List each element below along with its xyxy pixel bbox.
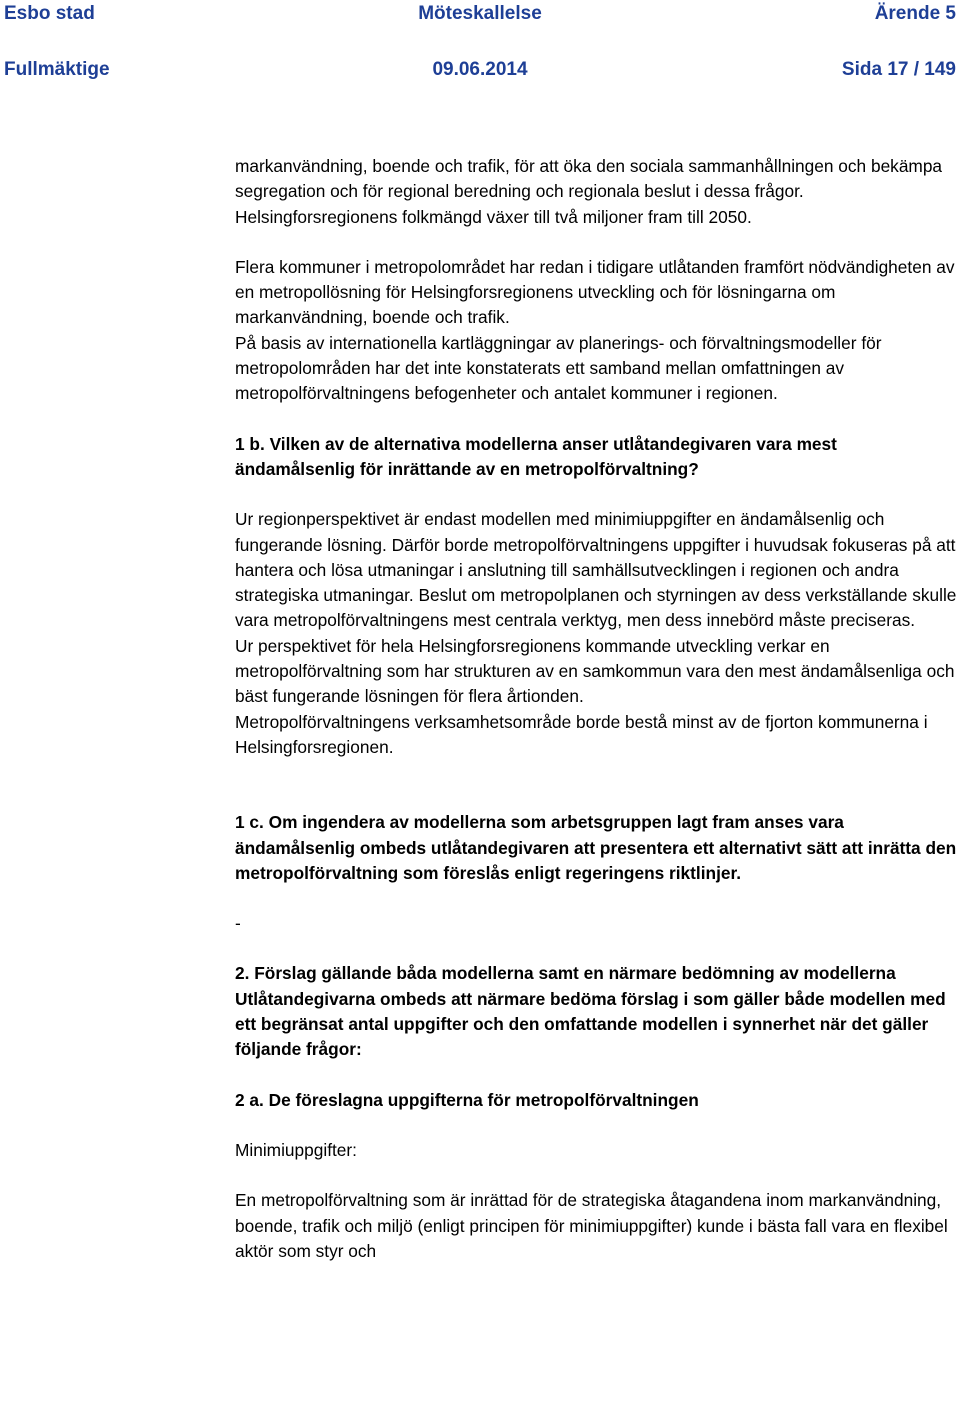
- section-2-title: 2. Förslag gällande båda modellerna samt en närmare bedömning av modellerna: [235, 963, 896, 984]
- minimum-tasks-label: Minimiuppgifter:: [235, 1139, 357, 1160]
- section-2a-title: 2 a. De föreslagna uppgifterna för metropolförvaltningen: [235, 1089, 699, 1110]
- paragraph: Ur regionperspektivet är endast modellen med minimiuppgifter en ändamålsenlig och fungerande lösning. Därför borde metropolförvaltningens uppgifter i huvudsak fokuseras på att hantera och lösa utmaningar i anslutning till samhällsutvecklingen i regionen och andra strategiska utmaningar. Beslut om metropolplanen och styrningen av dess verkställande skulle vara metropolförvaltningens mest centrala verktyg, men dess innebörd måste preciseras.: [235, 509, 957, 631]
- question-1b: 1 b. Vilken av de alternativa modellerna anser utlåtandegivaren vara mest ändamålsenlig för inrättande av en metropolförvaltning?: [235, 433, 837, 479]
- page-header-bottom: [0, 56, 960, 86]
- paragraph: markanvändning, boende och trafik, för att öka den sociala sammanhållningen och bekämpa segregation och för regional beredning och regionala beslut i dessa frågor. Helsingforsregionens folkmängd växer till två miljoner fram till 2050.: [235, 156, 943, 227]
- item-number: Ärende 5: [874, 3, 956, 24]
- page-number: Sida 17 / 149: [841, 59, 956, 80]
- decision-body: Fullmäktige: [4, 59, 110, 80]
- document-body: [235, 154, 957, 1264]
- meeting-date: 09.06.2014: [432, 59, 528, 80]
- paragraph: Ur perspektivet för hela Helsingforsregionens kommande utveckling verkar en metropolförvaltning som har strukturen av en samkommun vara den mest ändamålsenliga och bäst fungerande lösningen för flera årtionden.: [235, 635, 955, 707]
- org-name: Esbo stad: [4, 3, 95, 24]
- question-1c: 1 c. Om ingendera av modellerna som arbetsgruppen lagt fram anses vara ändamålsenlig ombeds utlåtandegivaren att presentera ett alternativt sätt att inrätta den metropolförvaltning som föreslås enligt regeringens riktlinjer.: [235, 812, 957, 883]
- paragraph: Flera kommuner i metropolområdet har redan i tidigare utlåtanden framfört nödvändigheten av en metropollösning för Helsingforsregionens utveckling och för lösningarna om markanvändning, boende och trafik.: [235, 256, 955, 328]
- paragraph: Metropolförvaltningens verksamhetsområde borde bestå minst av de fjorton kommunerna i Helsingforsregionen.: [235, 711, 928, 757]
- paragraph: På basis av internationella kartläggningar av planerings- och förvaltningsmodeller för metropolområden har det inte konstaterats ett samband mellan omfattningen av metropolförvaltningens befogenheter och antalet kommuner i regionen.: [235, 332, 882, 404]
- page-header-top: [0, 0, 960, 30]
- paragraph: En metropolförvaltning som är inrättad för de strategiska åtagandena inom markanvändning, boende, trafik och miljö (enligt principen för minimiuppgifter) kunde i bästa fall vara en flexibel aktör som styr och: [235, 1190, 948, 1261]
- dash-answer: -: [235, 913, 241, 934]
- document-type: Möteskallelse: [418, 3, 542, 24]
- section-2-text: Utlåtandegivarna ombeds att närmare bedöma förslag i som gäller både modellen med ett begränsat antal uppgifter och den omfattande modellen i synnerhet när det gäller följande frågor:: [235, 988, 946, 1060]
